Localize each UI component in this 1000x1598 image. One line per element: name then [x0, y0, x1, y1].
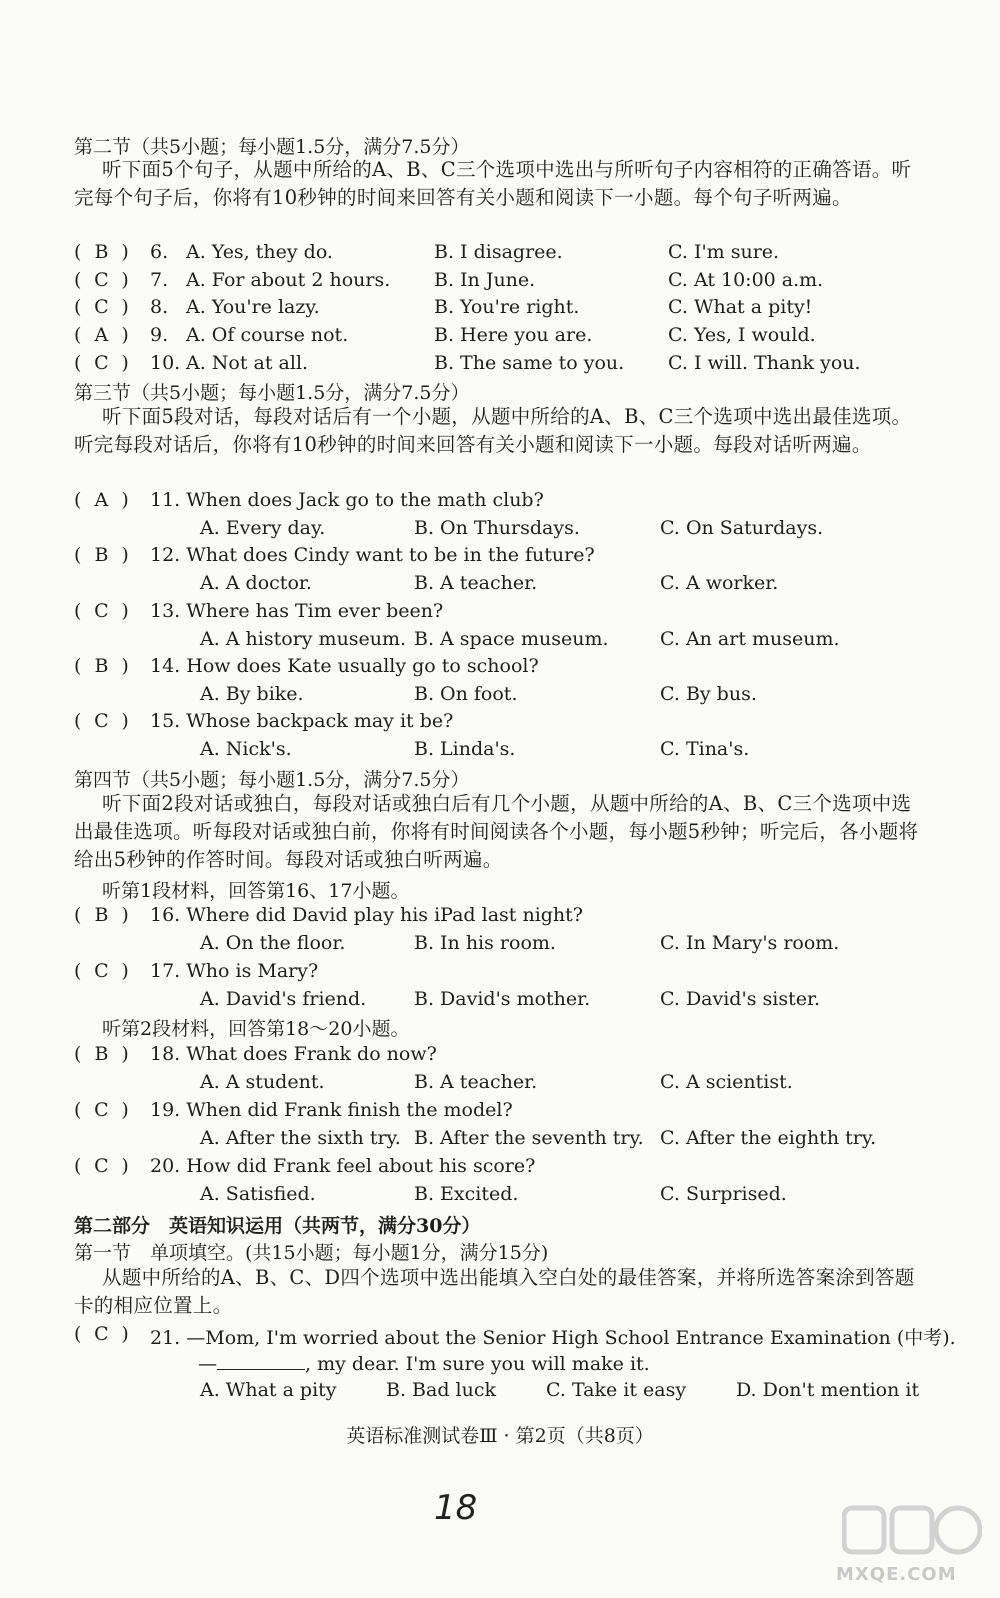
option-11-a: A. Every day. [200, 517, 326, 539]
section-3-title: 第三节（共5小题；每小题1.5分，满分7.5分） [74, 382, 470, 404]
option-14-c: C. By bus. [660, 683, 757, 705]
part-2-instruction: 从题中所给的A、B、C、D四个选项中选出能填入空白处的最佳答案，并将所选答案涂到答题卡的相应位置上。 [74, 1266, 915, 1317]
answer-13: ( C ) [74, 600, 129, 622]
option-15-b: B. Linda's. [414, 738, 516, 760]
option-9-a: A. Of course not. [186, 324, 349, 346]
option-17-b: B. David's mother. [414, 988, 591, 1010]
answer-14: ( B ) [74, 655, 129, 677]
option-8-c: C. What a pity! [668, 296, 813, 318]
watermark-text: MXQE.COM [836, 1564, 957, 1585]
question-18: 18. What does Frank do now? [150, 1043, 437, 1065]
question-17: 17. Who is Mary? [150, 960, 319, 982]
option-8-b: B. You're right. [434, 296, 580, 318]
option-11-c: C. On Saturdays. [660, 517, 824, 539]
option-21-d: D. Don't mention it [736, 1379, 920, 1401]
question-21-reply: — , my dear. I'm sure you will make it. [198, 1353, 650, 1375]
option-16-a: A. On the floor. [200, 932, 346, 954]
option-21-a: A. What a pity [200, 1379, 337, 1401]
option-20-b: B. Excited. [414, 1183, 519, 1205]
answer-10: ( C ) [74, 352, 129, 374]
question-13: 13. Where has Tim ever been? [150, 600, 444, 622]
option-17-a: A. David's friend. [200, 988, 367, 1010]
section-2-title: 第二节（共5小题；每小题1.5分，满分7.5分） [74, 136, 470, 158]
option-21-c: C. Take it easy [546, 1379, 687, 1401]
question-19: 19. When did Frank finish the model? [150, 1099, 513, 1121]
option-16-b: B. In his room. [414, 932, 556, 954]
option-12-a: A. A doctor. [200, 572, 312, 594]
option-12-b: B. A teacher. [414, 572, 538, 594]
option-13-c: C. An art museum. [660, 628, 840, 650]
option-14-b: B. On foot. [414, 683, 518, 705]
option-6-b: B. I disagree. [434, 241, 563, 263]
option-7-a: A. For about 2 hours. [186, 269, 391, 291]
answer-7: ( C ) [74, 269, 129, 291]
option-6-c: C. I'm sure. [668, 241, 780, 263]
question-number-6: 6. [150, 241, 169, 263]
answer-12: ( B ) [74, 544, 129, 566]
question-14: 14. How does Kate usually go to school? [150, 655, 539, 677]
option-13-a: A. A history museum. [200, 628, 407, 650]
question-11: 11. When does Jack go to the math club? [150, 489, 544, 511]
option-9-c: C. Yes, I would. [668, 324, 816, 346]
question-number-9: 9. [150, 324, 169, 346]
option-9-b: B. Here you are. [434, 324, 593, 346]
question-number-8: 8. [150, 296, 169, 318]
answer-19: ( C ) [74, 1099, 129, 1121]
material-2-note: 听第2段材料，回答第18～20小题。 [102, 1018, 410, 1040]
answer-18: ( B ) [74, 1043, 129, 1065]
option-15-c: C. Tina's. [660, 738, 750, 760]
option-19-a: A. After the sixth try. [200, 1127, 401, 1149]
answer-21: ( C ) [74, 1323, 129, 1345]
option-10-a: A. Not at all. [186, 352, 309, 374]
answer-11: ( A ) [74, 489, 129, 511]
answer-16: ( B ) [74, 904, 129, 926]
option-20-c: C. Surprised. [660, 1183, 787, 1205]
option-20-a: A. Satisfied. [200, 1183, 316, 1205]
answer-8: ( C ) [74, 296, 129, 318]
question-12: 12. What does Cindy want to be in the future? [150, 544, 595, 566]
option-13-b: B. A space museum. [414, 628, 609, 650]
question-number-10: 10. [150, 352, 181, 374]
section-3-instruction: 听下面5段对话，每段对话后有一个小题，从题中所给的A、B、C三个选项中选出最佳选项。听完每段对话后，你将有10秒钟的时间来回答有关小题和阅读下一小题。每段对话听两遍。 [74, 405, 912, 456]
answer-17: ( C ) [74, 960, 129, 982]
question-20: 20. How did Frank feel about his score? [150, 1155, 536, 1177]
part-2-section-1-title: 第一节 单项填空。(共15小题；每小题1分，满分15分) [74, 1242, 549, 1264]
option-7-c: C. At 10:00 a.m. [668, 269, 824, 291]
option-18-c: C. A scientist. [660, 1071, 793, 1093]
option-12-c: C. A worker. [660, 572, 779, 594]
answer-9: ( A ) [74, 324, 129, 346]
option-18-a: A. A student. [200, 1071, 325, 1093]
material-1-note: 听第1段材料，回答第16、17小题。 [102, 880, 410, 902]
option-21-b: B. Bad luck [386, 1379, 497, 1401]
page-footer: 英语标准测试卷Ⅲ · 第2页（共8页） [346, 1425, 654, 1447]
handwritten-page-number: 18 [434, 1488, 478, 1528]
section-4-instruction: 听下面2段对话或独白，每段对话或独白后有几个小题，从题中所给的A、B、C三个选项中选出最佳选项。听每段对话或独白前，你将有时间阅读各个小题，每小题5秒钟；听完后，各小题将给出5秒钟的作答时间。每段对话或独白听两遍。 [74, 792, 919, 871]
question-number-7: 7. [150, 269, 169, 291]
answer-6: ( B ) [74, 241, 129, 263]
option-14-a: A. By bike. [200, 683, 304, 705]
option-19-b: B. After the seventh try. [414, 1127, 644, 1149]
section-2-instruction: 听下面5个句子，从题中所给的A、B、C三个选项中选出与所听句子内容相符的正确答语。听完每个句子后，你将有10秒钟的时间来回答有关小题和阅读下一小题。每个句子听两遍。 [74, 158, 912, 209]
option-6-a: A. Yes, they do. [186, 241, 333, 263]
option-11-b: B. On Thursdays. [414, 517, 580, 539]
option-10-c: C. I will. Thank you. [668, 352, 861, 374]
watermark-icon [842, 1502, 982, 1560]
option-17-c: C. David's sister. [660, 988, 820, 1010]
section-4-title: 第四节（共5小题；每小题1.5分，满分7.5分） [74, 769, 470, 791]
option-19-c: C. After the eighth try. [660, 1127, 877, 1149]
option-16-c: C. In Mary's room. [660, 932, 840, 954]
option-15-a: A. Nick's. [200, 738, 292, 760]
option-8-a: A. You're lazy. [186, 296, 320, 318]
option-10-b: B. The same to you. [434, 352, 625, 374]
question-15: 15. Whose backpack may it be? [150, 710, 454, 732]
watermark-logo [836, 1498, 986, 1588]
answer-20: ( C ) [74, 1155, 129, 1177]
question-21: 21. —Mom, I'm worried about the Senior High School Entrance Examination (中考). [150, 1327, 956, 1349]
answer-15: ( C ) [74, 710, 129, 732]
question-16: 16. Where did David play his iPad last night? [150, 904, 583, 926]
fill-blank[interactable] [217, 1351, 305, 1370]
part-2-title: 第二部分 英语知识运用（共两节，满分30分） [74, 1215, 481, 1237]
option-7-b: B. In June. [434, 269, 536, 291]
option-18-b: B. A teacher. [414, 1071, 538, 1093]
